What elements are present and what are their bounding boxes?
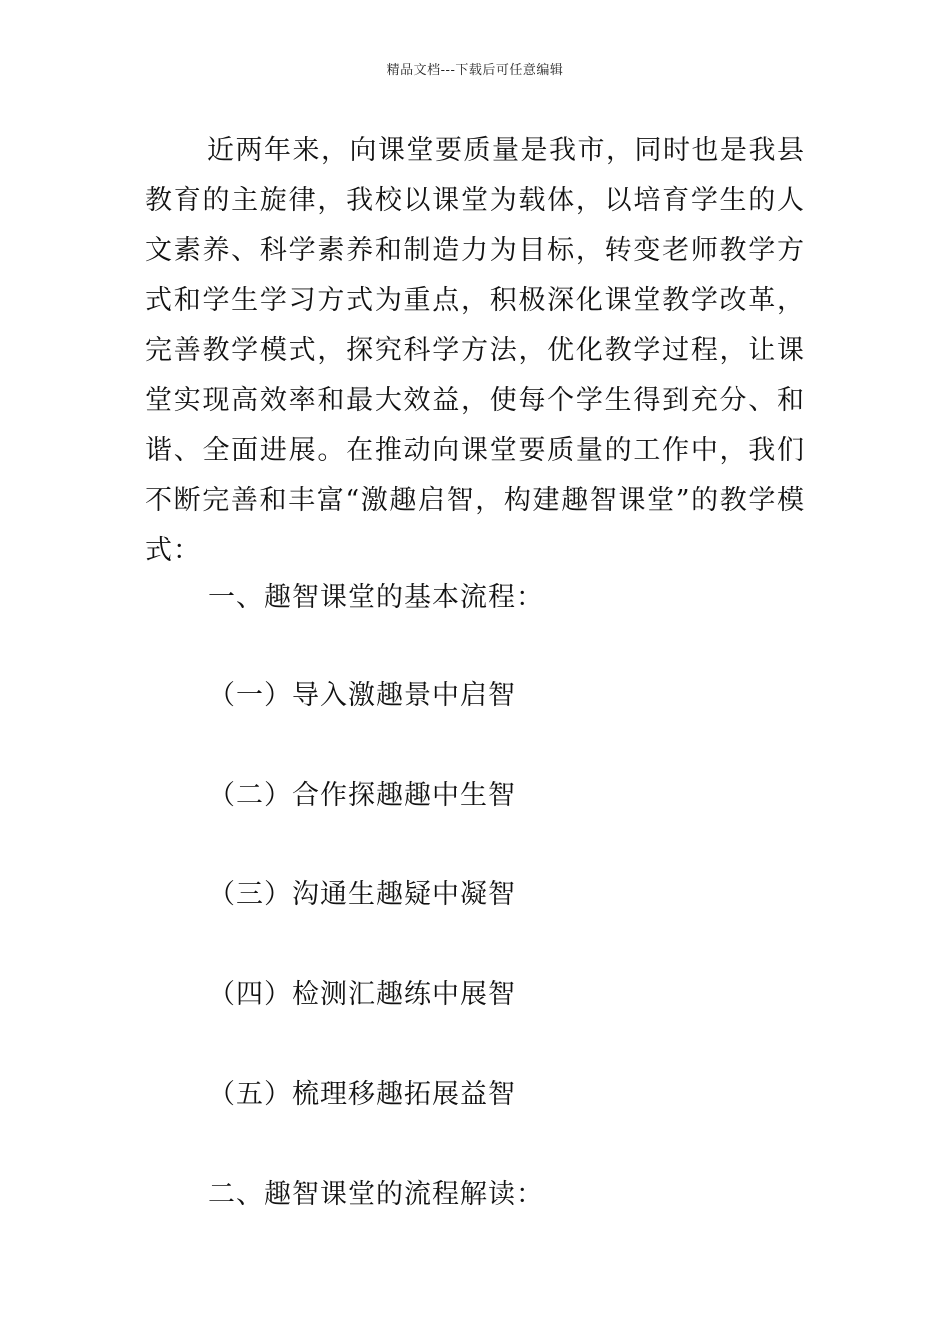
list-item: （二）合作探趣趣中生智 (208, 780, 516, 811)
intro-paragraph: 近两年来，向课堂要质量是我市，同时也是我县教育的主旋律，我校以课堂为载体，以培育学生的人文素养、科学素养和制造力为目标，转变老师教学方式和学生学习方式为重点，积极深化课堂教学改革，完善教学模式，探究科学方法，优化教学过程，让课堂实现高效率和最大效益，使每个学生得到充分、和谐、全面进展。在推动向课堂要质量的工作中，我们不断完善和丰富“激趣启智，构建趣智课堂”的教学模式： (145, 135, 805, 566)
list-item: （四）检测汇趣练中展智 (208, 979, 516, 1010)
list-item: （三）沟通生趣疑中凝智 (208, 879, 516, 910)
section-heading-flow-interpretation: 二、趣智课堂的流程解读： (208, 1179, 544, 1210)
document-body (145, 126, 805, 576)
section-heading-basic-flow: 一、趣智课堂的基本流程： (208, 582, 544, 613)
page-header: 精品文档---下载后可任意编辑 (386, 63, 564, 78)
list-item: （五）梳理移趣拓展益智 (208, 1079, 516, 1110)
list-item: （一）导入激趣景中启智 (208, 680, 516, 711)
